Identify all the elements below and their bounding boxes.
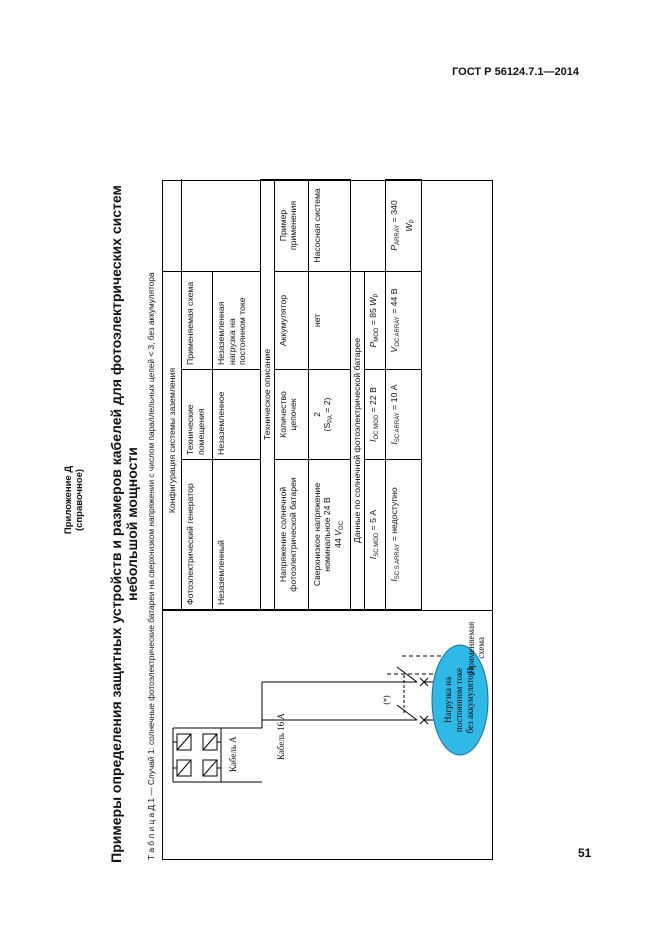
table-row (364, 180, 386, 610)
parr-unit: W (403, 223, 414, 232)
ioc-symbol: I (367, 439, 378, 442)
iscs-subscript: SC S ARRAY (395, 543, 401, 580)
vocarr-value: = 44 В (389, 288, 399, 317)
table-row (274, 180, 308, 610)
parr-symbol: P (389, 244, 399, 251)
voc-subscript: OC (338, 521, 345, 531)
cell-string-value (308, 370, 351, 460)
scheme-label-1: Применяемая (466, 621, 476, 674)
elv-nominal: Сверхнизкое напряжение номинальное 24 В (311, 482, 332, 587)
cell-example-value: Насосная система (308, 180, 351, 272)
cell-isc-s-array (386, 460, 422, 610)
table-caption: Т а б л и ц а Д.1 — Случай 1: солнечные фотоэлектрические батареи на сверхнизком напряжении с числом параллельных цепей < 3, без аккумулятора (146, 272, 156, 860)
circuit-drawing (162, 610, 493, 860)
elv-voc-value: 44 (332, 538, 343, 548)
circuit-diagram (162, 610, 493, 860)
spa-subscript: PA (328, 415, 334, 423)
cell-voc-mod (364, 370, 386, 460)
section-tech-title: Техническое описание (261, 180, 275, 610)
section-tech-description (261, 180, 275, 610)
cell-ungrounded-load: Незаземленная нагрузка на постоянном токе (213, 272, 261, 370)
table-row (308, 180, 351, 610)
cable-16a-label: Кабель 16 А (276, 713, 286, 760)
isc-symbol: I (367, 556, 378, 560)
page-number: 51 (578, 846, 592, 860)
parr-subscript: ARRAY (395, 224, 401, 245)
isc-subscript: SC MOD (373, 532, 380, 557)
load-label-3: без аккумулятора (465, 666, 475, 734)
cell-p-mod (364, 272, 386, 370)
pmod-unit-subscript: P (373, 293, 380, 298)
appendix-heading (63, 290, 85, 710)
table-row (386, 180, 422, 610)
table-row (213, 180, 261, 610)
rotated-content (63, 180, 500, 863)
vocarr-symbol: V (389, 346, 399, 353)
cell-ungrounded: Незаземленный (213, 460, 261, 610)
cell-pv-generator: Фотоэлектрический генератор (182, 460, 213, 610)
isca-value: = 10 А (389, 384, 399, 413)
vocarr-subscript: OC ARRAY (395, 316, 401, 347)
isc-value: = 5 А (367, 509, 378, 533)
cell-isc-mod (364, 460, 386, 610)
specification-table (162, 179, 493, 610)
cell-elv-voltage (308, 460, 351, 610)
table-row (182, 180, 213, 610)
cell-applied-scheme: Применяемая схема (182, 272, 213, 370)
cell-array-voltage: Напряжение солнечной фотоэлектрической батареи (274, 460, 308, 610)
pmod-subscript: MOD (373, 327, 380, 342)
voc-symbol: V (332, 530, 343, 536)
spa-rest: = 2) (322, 397, 332, 416)
appendix-title: Приложение Д (63, 465, 74, 535)
cell-p-array (386, 180, 422, 272)
pmod-value: = 85 (367, 305, 378, 328)
cell-battery: Аккумулятор (274, 272, 308, 370)
iscs-symbol: I (389, 579, 399, 582)
pmod-symbol: P (367, 341, 378, 348)
isca-subscript: SC ARRAY (395, 412, 401, 443)
note-marker: (*) (382, 695, 391, 705)
appendix-type: (справочное) (74, 468, 85, 532)
cell-string-count: Количество цепочек (274, 370, 308, 460)
section-array-title: Данные по солнечной фотоэлектрической батарее (351, 272, 365, 610)
isca-symbol: I (389, 442, 399, 445)
section-array-data (351, 180, 365, 610)
cell-ungrounded-rooms: Незаземленное (213, 370, 261, 460)
string-count-value: 2 (311, 412, 322, 417)
parr-unit-subscript: P (409, 219, 416, 224)
scheme-label (466, 622, 486, 674)
load-label-1: Нагрузка на (443, 677, 453, 723)
scheme-label-2: схема (476, 637, 486, 659)
main-title: Примеры определения защитных устройств и размеров кабелей для фотоэлектрических систем небольшой мощности (108, 185, 140, 863)
section-grounding-title: Конфигурация системы заземления (163, 272, 182, 610)
ioc-value: = 22 В (367, 387, 378, 415)
table-spacer (422, 180, 494, 610)
cell-isc-array (386, 370, 422, 460)
iscs-value: = недоступно (389, 487, 399, 544)
load-label-2: постоянном токе (454, 667, 464, 733)
cable-a-label: Кабель А (228, 736, 238, 772)
standard-header: ГОСТ Р 56124.7.1—2014 (452, 66, 579, 78)
cell-battery-value: нет (308, 272, 351, 370)
cell-tech-rooms: Технические помещения (182, 370, 213, 460)
cell-application-example: Пример применения (274, 180, 308, 272)
section-grounding (163, 180, 182, 610)
parr-value: = 340 (389, 200, 399, 225)
ioc-subscript: OC MOD (373, 414, 380, 440)
pmod-unit: W (367, 297, 378, 306)
spa-symbol: (S (322, 422, 332, 432)
cell-voc-array (386, 272, 422, 370)
